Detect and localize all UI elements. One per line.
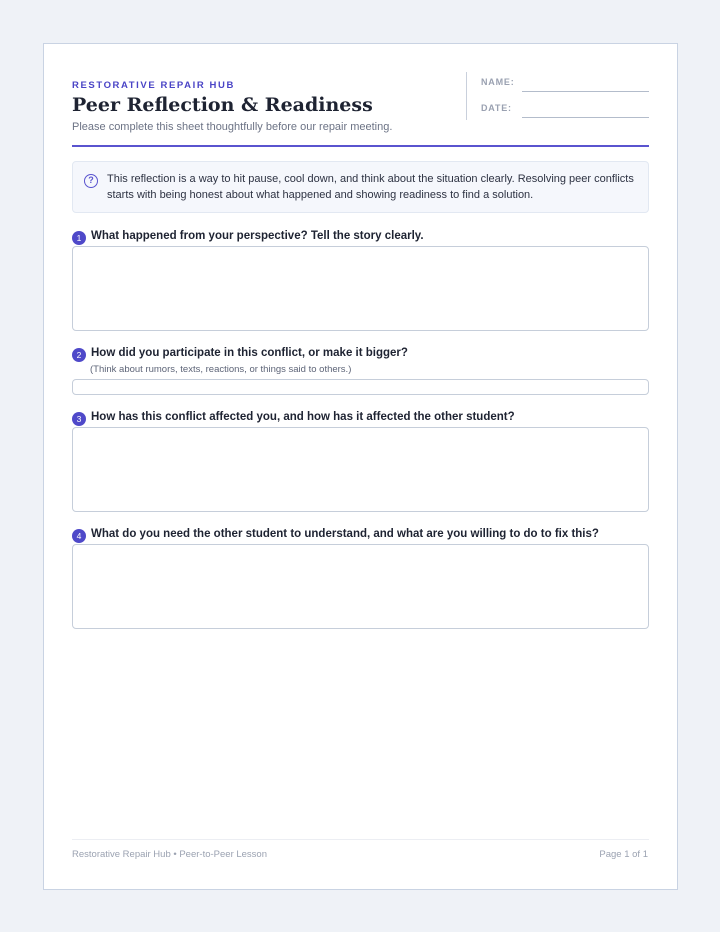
footer-divider [72,839,649,840]
question-number-badge: 2 [72,348,86,362]
name-field[interactable] [481,74,651,94]
answer-box-4[interactable] [72,544,649,629]
question-label: What happened from your perspective? Tell the story clearly. [91,230,424,242]
name-date-block [466,72,515,120]
intro-text: This reflection is a way to hit pause, cool down, and think about the situation clearly. Resolving peer conflicts starts with being honest about what happened and showing readiness to find a solution. [107,173,634,201]
worksheet-page [43,43,678,890]
brand-label: RESTORATIVE REPAIR HUB [72,80,235,91]
page-subtitle: Please complete this sheet thoughtfully before our repair meeting. [72,121,393,133]
answer-box-2[interactable] [72,379,649,395]
question-hint: (Think about rumors, texts, reactions, or things said to others.) [90,364,352,375]
name-line[interactable] [522,91,649,92]
header-divider [72,145,649,147]
question-number-badge: 3 [72,412,86,426]
question-label: How has this conflict affected you, and how has it affected the other student? [91,411,515,423]
page-number: Page 1 of 1 [599,849,648,860]
name-label: NAME: [481,77,515,87]
footer-source: Restorative Repair Hub • Peer-to-Peer Lesson [72,849,268,860]
question-number-badge: 1 [72,231,86,245]
answer-box-1[interactable] [72,246,649,331]
question-label: How did you participate in this conflict, or make it bigger? [91,347,408,359]
question-circle-icon: ? [84,174,98,188]
question-number-badge: 4 [72,529,86,543]
worksheet-header [72,74,649,148]
date-label: DATE: [481,103,512,113]
date-line[interactable] [522,117,649,118]
intro-callout [72,161,649,213]
question-label: What do you need the other student to understand, and what are you willing to do to fix this? [91,528,599,540]
date-field[interactable] [481,100,651,120]
answer-box-3[interactable] [72,427,649,512]
page-title: Peer Reflection & Readiness [72,94,373,116]
